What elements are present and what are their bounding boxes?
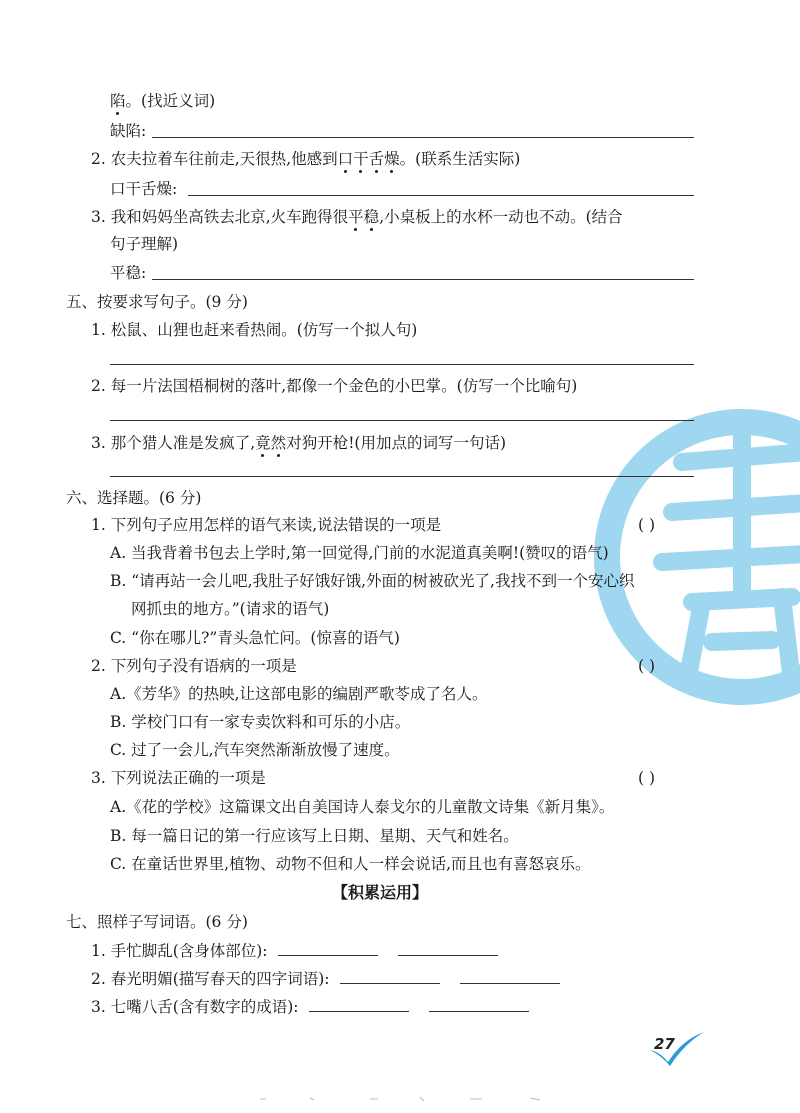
section-7-q2-blank-1[interactable] xyxy=(340,969,440,984)
question-4-2: 2. 农夫拉着车往前走,天很热,他感到口干舌燥。(联系生活实际) xyxy=(91,150,521,168)
section-banner: 【积累运用】 xyxy=(331,883,428,902)
section-7-q2: 2. 春光明媚(描写春天的四字词语): xyxy=(91,968,570,990)
section-5-title: 五、按要求写句子。(9 分) xyxy=(66,293,248,311)
q2-option-c: C. 过了一会儿,汽车突然渐渐放慢了速度。 xyxy=(110,741,400,759)
q1-option-a: A. 当我背着书包去上学时,第一回觉得,门前的水泥道真美啊!(赞叹的语气) xyxy=(110,544,609,562)
q3-option-a: A.《花的学校》这篇课文出自美国诗人泰戈尔的儿童散文诗集《新月集》。 xyxy=(110,798,615,816)
q1-option-b: B. “请再站一会儿吧,我肚子好饿好饿,外面的树被砍光了,我找不到一个安心织 xyxy=(110,572,635,590)
q1-option-b-cont: 网抓虫的地方。”(请求的语气) xyxy=(131,600,330,618)
answer-label-quexian: 缺陷: xyxy=(110,122,147,140)
answer-line-kougan[interactable] xyxy=(188,195,694,196)
answer-line-pingwen[interactable] xyxy=(152,279,694,280)
section-7-title: 七、照样子写词语。(6 分) xyxy=(66,913,248,931)
section-5-q2-answer-line[interactable] xyxy=(110,420,694,421)
prev-question-tail: 陷。(找近义词) xyxy=(110,92,216,110)
section-7-q1-blank-1[interactable] xyxy=(278,941,378,956)
section-6-q2: 2. 下列句子没有语病的一项是 xyxy=(91,657,297,675)
section-6-q1: 1. 下列句子应用怎样的语气来读,说法错误的一项是 xyxy=(91,516,442,534)
page-number xyxy=(648,1028,708,1068)
page-number-text: 27 xyxy=(654,1035,675,1053)
section-7-q1: 1. 手忙脚乱(含身体部位): xyxy=(91,940,508,962)
answer-label-pingwen: 平稳: xyxy=(110,264,147,282)
section-7-q3-blank-2[interactable] xyxy=(429,997,529,1012)
q3-option-c: C. 在童话世界里,植物、动物不但和人一样会说话,而且也有喜怒哀乐。 xyxy=(110,855,591,873)
section-5-q1: 1. 松鼠、山狸也赶来看热闹。(仿写一个拟人句) xyxy=(91,321,418,339)
watermark-seal-icon xyxy=(592,392,800,722)
section-7-q3-blank-1[interactable] xyxy=(309,997,409,1012)
section-7-q2-blank-2[interactable] xyxy=(460,969,560,984)
section-6-q3: 3. 下列说法正确的一项是 xyxy=(91,769,266,787)
section-7-q1-blank-2[interactable] xyxy=(398,941,498,956)
section-7-q3: 3. 七嘴八舌(含有数字的成语): xyxy=(91,996,539,1018)
question-4-3: 3. 我和妈妈坐高铁去北京,火车跑得很平稳,小桌板上的水杯一动也不动。(结合 xyxy=(91,208,623,226)
q1-option-c: C. “你在哪儿?”青头急忙问。(惊喜的语气) xyxy=(110,629,400,647)
answer-label-kougan: 口干舌燥: xyxy=(110,180,178,198)
answer-line-quexian[interactable] xyxy=(152,137,694,138)
answer-paren-q3[interactable]: ( ) xyxy=(638,769,656,787)
answer-paren-q1[interactable]: ( ) xyxy=(638,516,656,534)
section-5-q1-answer-line[interactable] xyxy=(110,364,694,365)
answer-paren-q2[interactable]: ( ) xyxy=(638,657,656,675)
bottom-scan-marks xyxy=(250,1094,570,1104)
q2-option-a: A.《芳华》的热映,让这部电影的编剧严歌苓成了名人。 xyxy=(110,685,488,703)
section-5-q3: 3. 那个猎人准是发疯了,竟然对狗开枪!(用加点的词写一句话) xyxy=(91,434,507,452)
question-4-3-cont: 句子理解) xyxy=(110,235,179,253)
section-6-title: 六、选择题。(6 分) xyxy=(66,489,202,507)
section-5-q2: 2. 每一片法国梧桐树的落叶,都像一个金色的小巴掌。(仿写一个比喻句) xyxy=(91,377,578,395)
section-5-q3-answer-line[interactable] xyxy=(110,476,694,477)
q3-option-b: B. 每一篇日记的第一行应该写上日期、星期、天气和姓名。 xyxy=(110,827,519,845)
q2-option-b: B. 学校门口有一家专卖饮料和可乐的小店。 xyxy=(110,713,411,731)
